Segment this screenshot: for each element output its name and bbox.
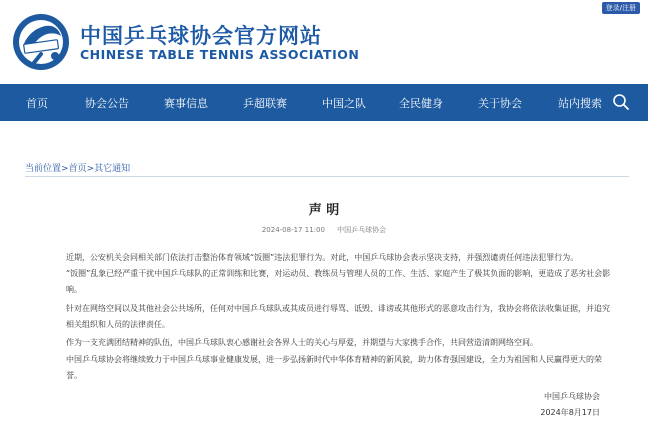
nav-item-events[interactable]: 赛事信息 (164, 96, 208, 110)
breadcrumb-other-notices[interactable]: 其它通知 (94, 164, 131, 174)
breadcrumb-sep: > (86, 164, 95, 174)
site-header (0, 0, 648, 84)
search-icon[interactable] (612, 93, 630, 111)
breadcrumb-prefix: 当前位置 (25, 164, 62, 174)
article-source: 中国乒乓球协会 (337, 226, 387, 234)
site-title: 中国乒乓球协会官方网站 (80, 24, 322, 48)
article-sign-date: 2024年8月17日 (540, 408, 600, 417)
nav-item-fitness[interactable]: 全民健身 (399, 96, 443, 110)
nav-item-about[interactable]: 关于协会 (478, 96, 522, 110)
nav-item-announcements[interactable]: 协会公告 (85, 96, 129, 110)
breadcrumb (25, 161, 130, 174)
nav-item-site-search[interactable]: 站内搜索 (558, 96, 602, 110)
article-paragraph: 作为一支充满团结精神的队伍，中国乒乓球队衷心感谢社会各界人士的关心与厚爱，并期望与大家携手合作，共同营造清朗网络空间。 (66, 338, 538, 347)
main-nav (0, 84, 648, 121)
article-title: 声 明 (308, 203, 340, 218)
breadcrumb-sep: > (61, 164, 69, 174)
breadcrumb-divider (25, 176, 629, 177)
login-register-link[interactable]: 登录/注册 (602, 2, 640, 14)
article-paragraph: 针对在网络空间以及其他社会公共场所，任何对中国乒乓球队或其成员进行辱骂、诋毁、诽谤或其他形式的恶意攻击行为，我协会将依法收集证据，并追究相关组织和人员的法律责任。 (66, 304, 610, 329)
ctta-logo-icon[interactable] (11, 12, 71, 72)
article-paragraph: “饭圈”乱象已经严重干扰中国乒乓球队的正常训练和比赛，对运动员、教练员与管理人员的工作、生活、家庭产生了极其负面的影响，更造成了恶劣社会影响。 (66, 269, 611, 294)
article-meta (0, 225, 648, 235)
article-date: 2024-08-17 11:00 (261, 226, 325, 234)
nav-item-home[interactable]: 首页 (26, 96, 48, 110)
site-subtitle: CHINESE TABLE TENNIS ASSOCIATION (80, 47, 360, 62)
nav-item-league[interactable]: 乒超联赛 (243, 96, 287, 110)
breadcrumb-home[interactable]: 首页 (68, 164, 87, 174)
article-paragraph: 中国乒乓球协会将继续致力于中国乒乓球事业健康发展，进一步弘扬新时代中华体育精神的新风貌，助力体育强国建设，全力为祖国和人民赢得更大的荣誉。 (66, 355, 602, 380)
nav-item-national-team[interactable]: 中国之队 (322, 96, 366, 110)
article-paragraph: 近期，公安机关会同相关部门依法打击整治体育领域“饭圈”违法犯罪行为。对此，中国乒乓球协会表示坚决支持，并强烈谴责任何违法犯罪行为。 (66, 253, 579, 262)
article-signature: 中国乒乓球协会 (544, 392, 600, 401)
